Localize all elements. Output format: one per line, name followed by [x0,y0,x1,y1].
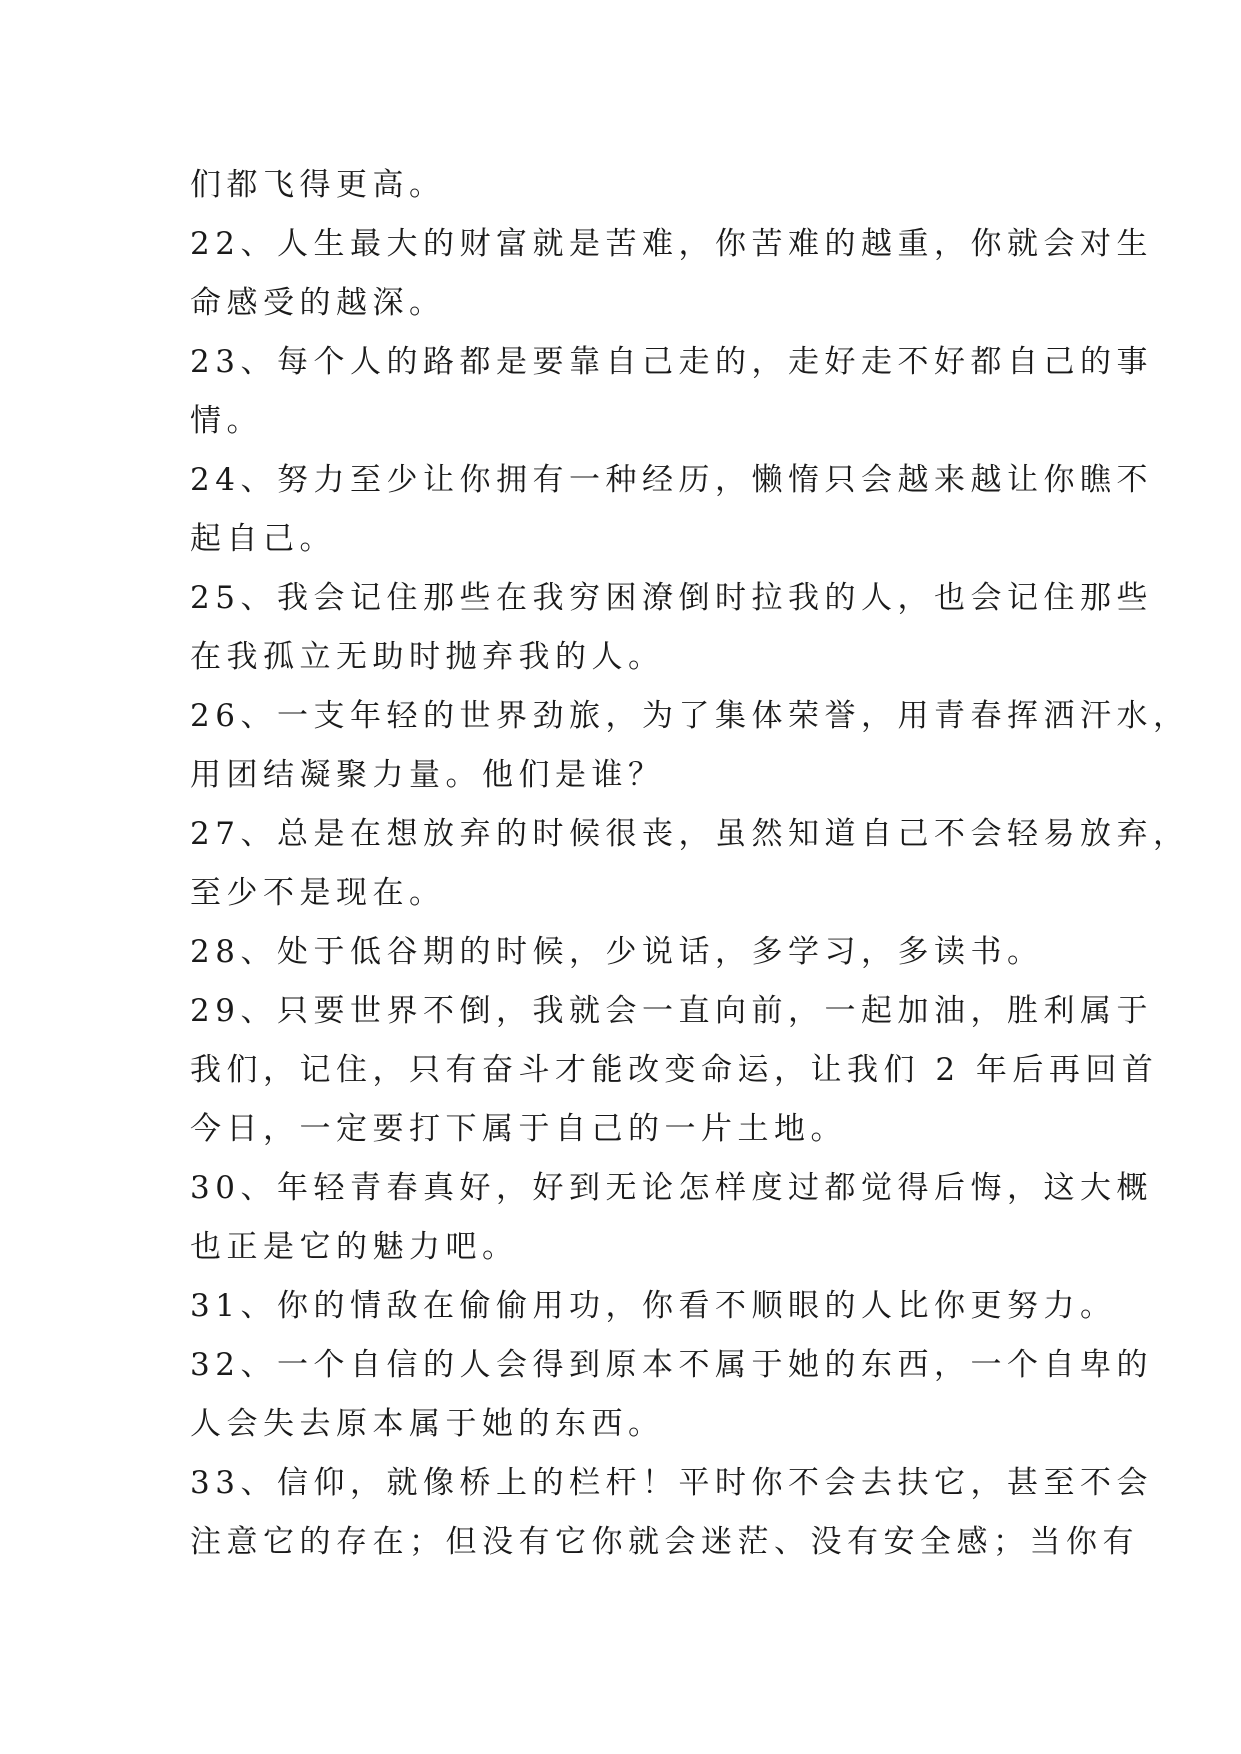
text-line: 人会失去原本属于她的东西。 [190,1406,665,1442]
text-line: 23、每个人的路都是要靠自己走的，走好走不好都自己的事 [190,344,1153,380]
text-line: 起自己。 [190,521,336,557]
text-line: 用团结凝聚力量。他们是谁？ [190,757,665,793]
text-line: 命感受的越深。 [190,285,446,321]
text-line: 30、年轻青春真好，好到无论怎样度过都觉得后悔，这大概 [190,1170,1153,1206]
text-line: 也正是它的魅力吧。 [190,1229,519,1265]
text-line: 24、努力至少让你拥有一种经历，懒惰只会越来越让你瞧不 [190,462,1153,498]
text-line: 至少不是现在。 [190,875,446,911]
text-line: 注意它的存在；但没有它你就会迷茫、没有安全感；当你有 [190,1524,1139,1560]
text-line: 们都飞得更高。 [190,167,446,203]
text-line: 在我孤立无助时抛弃我的人。 [190,639,665,675]
text-line: 28、处于低谷期的时候，少说话，多学习，多读书。 [190,934,1044,970]
text-line: 今日，一定要打下属于自己的一片土地。 [190,1111,847,1147]
document-body [190,156,1190,1572]
text-line: 33、信仰，就像桥上的栏杆！平时你不会去扶它，甚至不会 [190,1465,1153,1501]
text-line: 我们，记住，只有奋斗才能改变命运，让我们 2 年后再回首 [190,1052,1159,1088]
text-line: 29、只要世界不倒，我就会一直向前，一起加油，胜利属于 [190,993,1153,1029]
text-line: 25、我会记住那些在我穷困潦倒时拉我的人，也会记住那些 [190,580,1153,616]
text-line: 情。 [190,403,263,439]
text-line: 22、人生最大的财富就是苦难，你苦难的越重，你就会对生 [190,226,1153,262]
text-line: 27、总是在想放弃的时候很丧，虽然知道自己不会轻易放弃， [190,816,1190,852]
text-line: 26、一支年轻的世界劲旅，为了集体荣誉，用青春挥洒汗水， [190,698,1190,734]
text-line: 31、你的情敌在偷偷用功，你看不顺眼的人比你更努力。 [190,1288,1117,1324]
text-line: 32、一个自信的人会得到原本不属于她的东西，一个自卑的 [190,1347,1153,1383]
